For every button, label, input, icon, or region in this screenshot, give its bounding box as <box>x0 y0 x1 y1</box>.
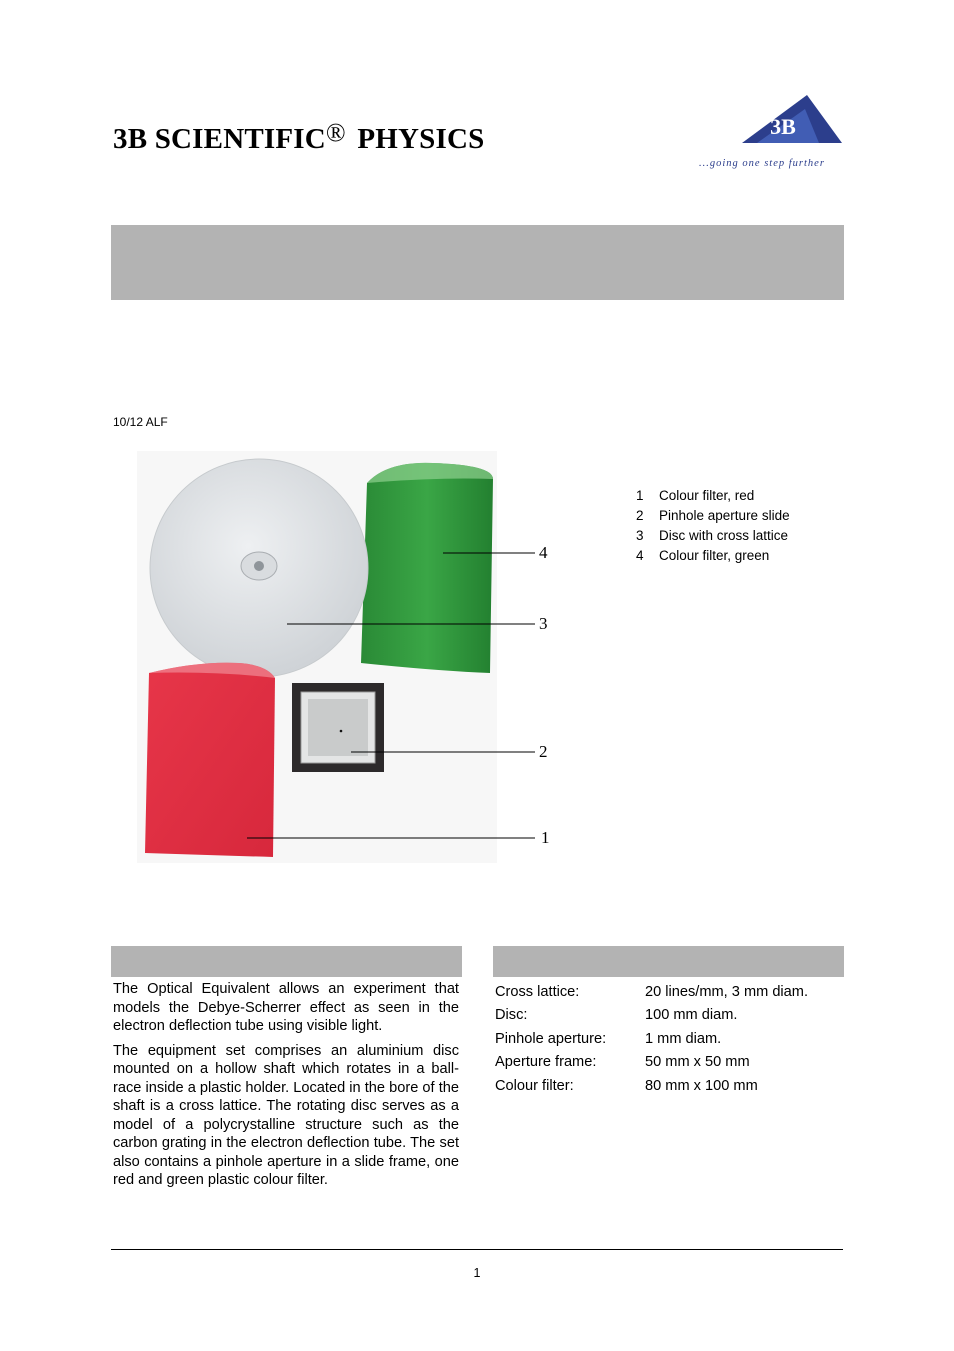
brand-suffix: PHYSICS <box>357 123 485 155</box>
callout-lines <box>497 451 537 863</box>
description-paragraph: The Optical Equivalent allows an experiment that models the Debye-Scherrer effect as seen in the electron deflection tube using visible light. <box>113 981 459 1034</box>
legend-item: 2 Pinhole aperture slide <box>636 508 790 523</box>
page-number: 1 <box>473 1266 481 1280</box>
spec-row: Pinhole aperture: 1 mm diam. <box>495 1030 722 1047</box>
legend-item: 4 Colour filter, green <box>636 548 770 563</box>
callout-1: 1 <box>541 828 550 847</box>
title-band <box>111 225 844 300</box>
product-photo <box>137 451 497 863</box>
spec-row: Cross lattice: 20 lines/mm, 3 mm diam. <box>495 983 809 1000</box>
logo-tagline: ...going one step further <box>699 158 825 169</box>
spec-row: Disc: 100 mm diam. <box>495 1007 738 1024</box>
logo-mark: 3B <box>770 114 796 139</box>
footer-divider <box>111 1249 843 1250</box>
brand-title <box>113 118 484 156</box>
specs-section-bar <box>493 946 844 977</box>
document-code: 10/12 ALF <box>113 415 168 429</box>
company-logo <box>697 95 845 171</box>
legend-item: 1 Colour filter, red <box>636 488 755 503</box>
green-filter <box>361 463 493 673</box>
description-section-bar <box>111 946 462 977</box>
spec-row: Colour filter: 80 mm x 100 mm <box>495 1077 758 1094</box>
red-filter <box>145 663 275 857</box>
brand-prefix: 3B SCIENTIFIC <box>113 123 326 155</box>
callout-4: 4 <box>539 543 548 562</box>
description-text <box>113 980 459 1196</box>
callout-2: 2 <box>539 742 548 761</box>
technical-specs <box>495 980 808 1098</box>
description-paragraph: The equipment set comprises an aluminium disc mounted on a hollow shaft which rotates in a ball-race inside a plastic holder. Located in the bore of the shaft is a cross lattice. The rotating disc serves as a model of a polycrystalline structure such as the carbon grating in the electron deflection tube. The set also contains a pinhole aperture in a slide frame, one red and green plastic colour filter. <box>113 1042 459 1188</box>
legend-item: 3 Disc with cross lattice <box>636 528 789 543</box>
registered-mark: ® <box>325 118 346 147</box>
figure-legend <box>636 486 790 566</box>
spec-row: Aperture frame: 50 mm x 50 mm <box>495 1054 750 1071</box>
callout-3: 3 <box>539 614 548 633</box>
